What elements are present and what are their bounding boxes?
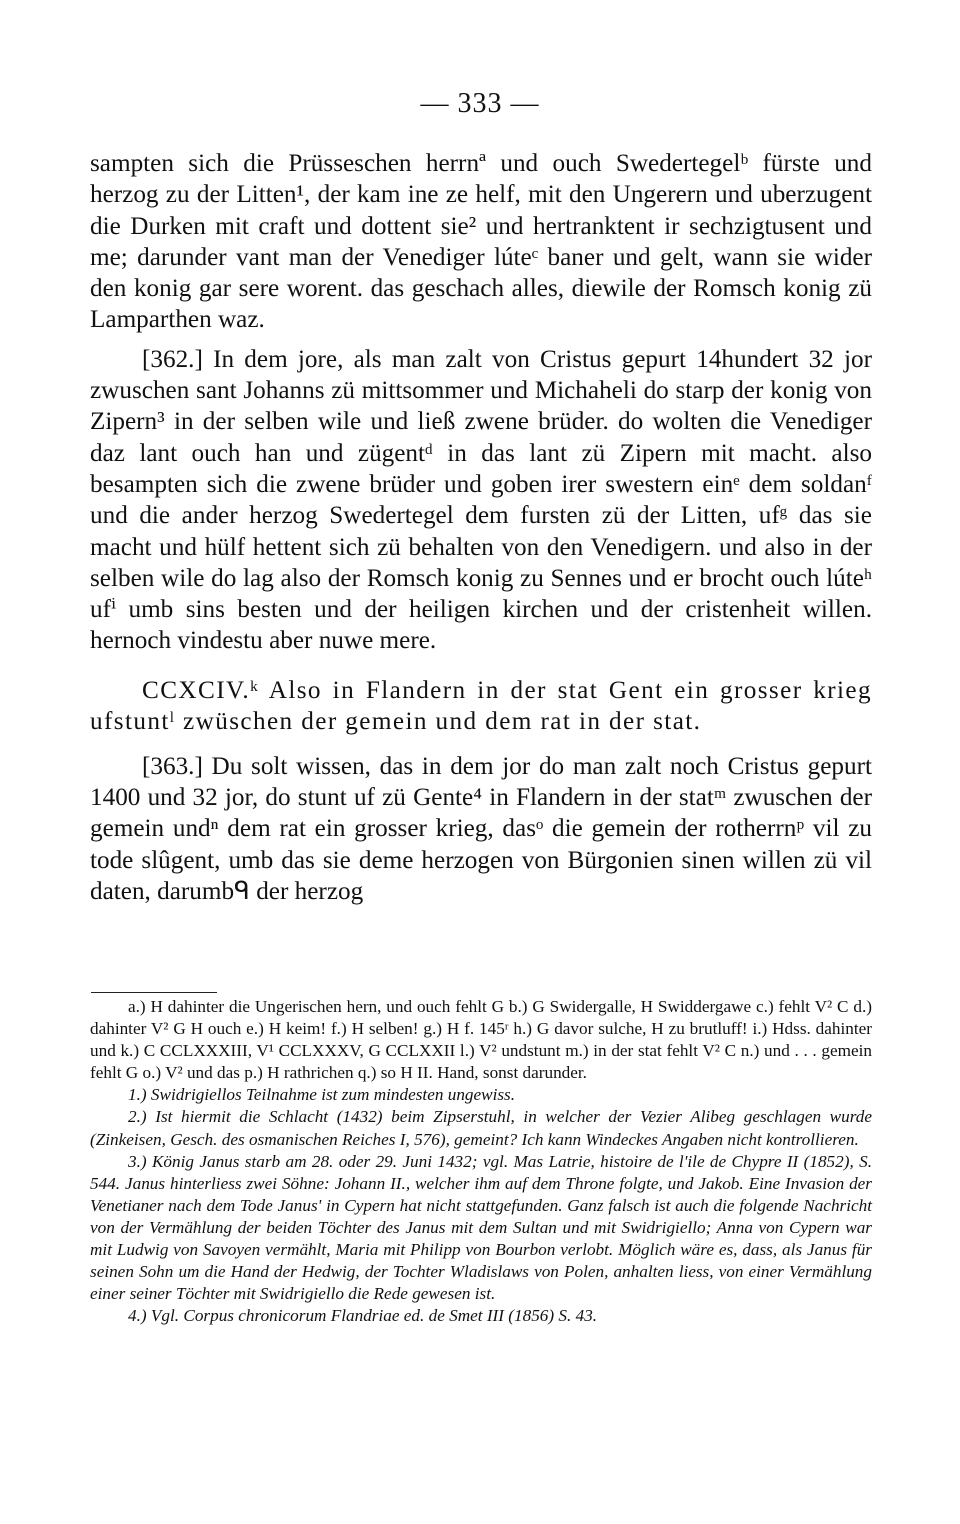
chapter-heading: CCXCIV.ᵏ Also in Flandern in der stat Gent ein grosser krieg ufstuntˡ zwüschen der gemein und dem rat in der stat. [90,676,872,735]
footnote-divider [91,992,217,993]
footnote-variants: a.) H dahinter die Ungerischen hern, und ouch fehlt G b.) G Swidergalle, H Swiddergawe c.) fehlt V² C d.) dahinter V² G H ouch e.) H keim! f.) H selben! g.) H f. 145ʳ h.) G davor sulche, H zu brutluff! i.) Hdss. dahinter und k.) C CCLXXXIII, V¹ CCLXXXV, G CCLXXII l.) V² undstunt m.) in der stat fehlt V² C n.) und . . . gemein fehlt G o.) V² und das p.) H rathrichen q.) so H II. Hand, sonst darunder. [90,997,872,1083]
footnote-1: 1.) Swidrigiellos Teilnahme ist zum mindesten ungewiss. [128,1085,516,1105]
paragraph-362: [362.] In dem jore, als man zalt von Cristus gepurt 14hundert 32 jor zwuschen sant Johanns zü mittsommer und Michaheli do starp der konig von Zipern³ in der selben wile und ließ zwene brüder. do wolten die Venediger daz lant ouch han und zügentᵈ in das lant zü Zipern mit macht. also besampten sich die zwene brüder und goben irer swestern einᵉ dem soldanᶠ und die ander herzog Swedertegel dem fursten zü der Litten, ufᵍ das sie macht und hülf hettent sich zü behalten von den Venedigern. und also in der selben wile do lag also der Romsch konig zu Sennes und er brocht ouch lúteʰ ufⁱ umb sins besten und der heiligen kirchen und der cristenheit willen. hernoch vindestu aber nuwe mere. [90,345,872,655]
footnotes [90,996,872,1327]
page-number: — 333 — [420,88,540,119]
footnote-4: 4.) Vgl. Corpus chronicorum Flandriae ed. de Smet III (1856) S. 43. [128,1306,598,1326]
footnote-3: 3.) König Janus starb am 28. oder 29. Juni 1432; vgl. Mas Latrie, histoire de l'ile de Chypre II (1852), S. 544. Janus hinterliess zwei Söhne: Johann II., welcher ihm auf dem Throne folgte, und Jakob. Eine Invasion der Venetianer nach dem Tode Janus' in Cypern hat nicht stattgefunden. Ganz falsch ist auch die folgende Nachricht von der Vermählung der beiden Töchter des Janus mit dem Sultan und mit Swidrigiello; Anna von Cypern war mit Ludwig von Savoyen vermählt, Maria mit Philipp von Bourbon verlobt. Möglich wäre es, dass, als Janus für seinen Sohn um die Hand der Hedwig, der Tochter Wladislaws von Polen, anhalten liess, von einer Vermählung einer seiner Töchter mit Swidrigiello die Rede gewesen ist. [90,1151,872,1304]
main-text [90,148,872,907]
paragraph-continued: sampten sich die Prüsseschen herrnª und ouch Swedertegelᵇ fürste und herzog zu der Litten¹, der kam ine ze helf, mit den Ungerern und uberzugent die Durken mit craft und dottent sie² und hertranktent ir sechzigtusent und me; darunder vant man der Venediger lúteᶜ baner und gelt, wann sie wider den konig gar sere worent. das geschach alles, diewile der Romsch konig zü Lamparthen waz. [90,150,872,334]
paragraph-363: [363.] Du solt wissen, das in dem jor do man zalt noch Cristus gepurt 1400 und 32 jor, do stunt uf zü Gente⁴ in Flandern in der statᵐ zwuschen der gemein undⁿ dem rat ein grosser krieg, dasᵒ die gemein der rotherrnᵖ vil zu tode slûgent, umb das sie deme herzogen von Bürgonien sinen willen zü vil daten, darumbᑫ der herzog [90,752,872,905]
footnote-2: 2.) Ist hiermit die Schlacht (1432) beim Zipserstuhl, in welcher der Vezier Alibeg geschlagen wurde (Zinkeisen, Gesch. des osmanischen Reiches I, 576), gemeint? Ich kann Windeckes Angaben nicht kontrollieren. [90,1107,872,1149]
